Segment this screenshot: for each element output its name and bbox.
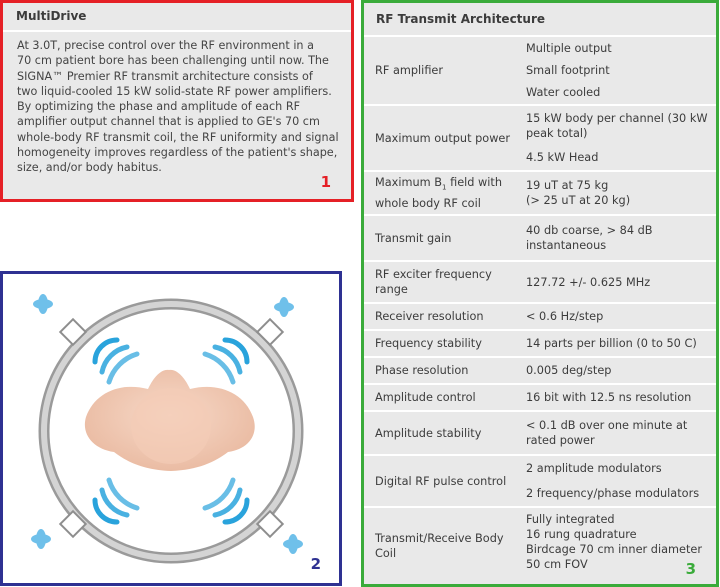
spec-value-line: Birdcage 70 cm inner diameter [526, 543, 702, 556]
spec-value-line: 2 frequency/phase modulators [526, 487, 700, 500]
spec-value: 40 db coarse, > 84 dB instantaneous [526, 224, 653, 252]
field-flower-icon-lower-left [31, 529, 51, 549]
rf-transmit-title: RF Transmit Architecture [364, 3, 716, 35]
spec-value-line: Fully integrated [526, 513, 615, 526]
spec-value-line: 19 uT at 75 kg [526, 179, 609, 192]
rf-transmit-panel [361, 0, 719, 587]
spec-label: Amplitude control [375, 391, 476, 404]
spec-value: 14 parts per billion (0 to 50 C) [526, 337, 697, 350]
spec-value-line: Water cooled [526, 86, 601, 99]
coil-illustration [3, 274, 339, 583]
panel-number-3: 3 [685, 560, 696, 578]
spec-value: < 0.6 Hz/step [526, 310, 604, 323]
spec-value [526, 37, 714, 104]
spec-label: Amplitude stability [375, 426, 482, 440]
spec-label: Receiver resolution [375, 310, 484, 323]
spec-row [364, 37, 716, 104]
patient-body-icon [85, 370, 255, 471]
spec-label: Digital RF pulse control [375, 474, 507, 488]
spec-value: 0.005 deg/step [526, 364, 612, 377]
multidrive-line: amplifier output channel that is applied to GE's 70 cm [17, 115, 320, 129]
spec-value [526, 172, 714, 214]
spec-label [375, 172, 515, 214]
spec-row [364, 385, 716, 410]
spec-label: Transmit gain [375, 231, 452, 245]
spec-value: < 0.1 dB over one minute at rated power [526, 419, 688, 447]
spec-row [364, 262, 716, 302]
multidrive-line: two liquid-cooled 15 kW solid-state RF power amplifiers. [17, 84, 332, 98]
rf-wave-icon-lower-left [95, 480, 137, 522]
spec-row [364, 508, 716, 584]
rf-wave-icon-lower-right [205, 480, 247, 522]
spec-row [364, 106, 716, 170]
spec-row [364, 412, 716, 454]
spec-label-part: Maximum B [375, 176, 443, 190]
spec-value [526, 106, 714, 170]
multidrive-text [3, 32, 351, 176]
spec-label: RF exciter frequency range [375, 268, 492, 296]
spec-label: Frequency stability [375, 337, 482, 350]
field-flower-icon-upper-right [274, 297, 294, 317]
spec-row [364, 304, 716, 329]
spec-row [364, 172, 716, 214]
rf-wave-icon-upper-right [205, 340, 247, 382]
spec-label: RF amplifier [375, 64, 444, 77]
spec-value-line: 2 amplitude modulators [526, 462, 662, 475]
multidrive-panel [0, 0, 354, 202]
field-flower-icon-upper-left [33, 294, 53, 314]
field-flower-icon-lower-right [283, 534, 303, 554]
spec-value-line: 16 rung quadrature [526, 528, 637, 541]
multidrive-line: homogeneity improves regardless of the patient's shape, [17, 146, 338, 160]
spec-label: Maximum output power [375, 131, 511, 145]
multidrive-line: SIGNA™ Premier RF transmit architecture consists of [17, 69, 313, 83]
multidrive-line: By optimizing the phase and amplitude of each RF [17, 100, 301, 114]
spec-value [526, 456, 714, 506]
spec-row [364, 331, 716, 356]
coil-illustration-panel [0, 271, 342, 586]
multidrive-line: whole-body RF transmit coil, the RF uniformity and signal [17, 130, 339, 144]
rf-wave-icon-upper-left [95, 340, 137, 382]
spec-value: 16 bit with 12.5 ns resolution [526, 391, 692, 404]
spec-value-line: Small footprint [526, 64, 610, 77]
panel-number-1: 1 [320, 173, 331, 191]
spec-value: 127.72 +/- 0.625 MHz [526, 275, 651, 289]
spec-value-line: 4.5 kW Head [526, 151, 599, 164]
spec-row [364, 456, 716, 506]
spec-label: Transmit/Receive Body Coil [375, 532, 504, 560]
spec-value-line: Multiple output [526, 42, 612, 55]
multidrive-title: MultiDrive [3, 3, 351, 32]
multidrive-line: At 3.0T, precise control over the RF environment in a [17, 39, 314, 52]
multidrive-line: 70 cm patient bore has been challenging until now. The [17, 54, 329, 68]
spec-label: Phase resolution [375, 364, 469, 377]
spec-value-line: (> 25 uT at 20 kg) [526, 194, 631, 207]
spec-value-line: 15 kW body per channel (30 kW peak total) [526, 112, 708, 140]
spec-label-part: field with whole body RF coil [375, 176, 503, 210]
spec-label-subscript: 1 [442, 183, 447, 192]
spec-row [364, 358, 716, 383]
multidrive-line: size, and/or body habitus. [17, 161, 162, 175]
spec-row [364, 216, 716, 260]
spec-value-line: 50 cm FOV [526, 558, 588, 571]
panel-number-2: 2 [310, 555, 321, 573]
